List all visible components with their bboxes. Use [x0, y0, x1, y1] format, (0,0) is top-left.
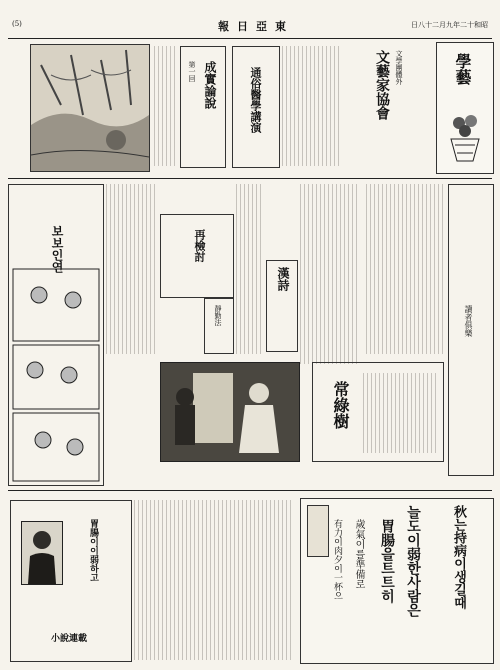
portrait-block: [10, 500, 132, 662]
ad-subline-3: 歲氣이를準備로: [353, 519, 364, 589]
newspaper-name: 報日亞東: [218, 20, 294, 33]
comic-strip: [8, 184, 104, 486]
landscape-drawing: [31, 45, 149, 171]
arts-section-logo: [436, 42, 494, 174]
body-text-block: [282, 46, 342, 166]
poem-title: 漢詩: [276, 267, 290, 291]
page-number: (5): [12, 20, 22, 28]
art-title-block: [350, 44, 430, 174]
flower-basket-icon: [445, 109, 485, 169]
section-rule: [8, 178, 492, 179]
portrait-photo: [21, 521, 63, 585]
sidebar-column: [448, 184, 494, 476]
logo-text: 學藝: [453, 53, 472, 85]
series-box: [180, 46, 226, 168]
small-box: [204, 298, 234, 354]
novel-title: 小說連載: [50, 634, 87, 644]
ad-subline-2: 胃腸을트트히: [379, 519, 395, 603]
body-text-block: [134, 500, 294, 660]
film-still-photo: [160, 362, 300, 462]
issue-date: 日八十二月九年二十和昭: [411, 21, 488, 29]
page-header: [8, 18, 492, 38]
sidebar-label: 讀者俱樂: [464, 305, 473, 337]
portrait-caption: 胃腸이이弱하고: [88, 519, 98, 582]
lecture-title: 通俗醫學講演: [249, 67, 262, 133]
film-still-image: [161, 363, 299, 461]
poem-box: [266, 260, 298, 352]
art-title: 文學團體外: [395, 50, 403, 85]
serial-text: [363, 373, 437, 453]
comic-title: 보보인연: [50, 225, 64, 273]
body-text-block: [154, 46, 178, 166]
body-text-block: [106, 184, 156, 354]
series-label: 第一回: [188, 61, 196, 82]
review-box: [160, 214, 234, 298]
ad-subline-4: 有力이肉夕이一杯으: [332, 519, 342, 600]
body-text-block: [236, 184, 262, 354]
header-rule: [8, 38, 492, 39]
review-title: 再檢討: [193, 229, 206, 262]
serial-box: [312, 362, 444, 462]
serial-title: 常綠樹: [331, 381, 350, 429]
portrait-image: [22, 522, 62, 584]
landscape-illustration: [30, 44, 150, 172]
section-rule: [8, 490, 492, 491]
art-subtitle: 文藝家協會: [374, 50, 390, 120]
ad-subline-1: 늘도이弱한사람은: [405, 505, 421, 617]
body-text-block: [366, 184, 444, 354]
body-text-block: [300, 184, 360, 364]
ad-headline: 秋는持病이생길때: [451, 505, 466, 609]
medicine-advertisement: [300, 498, 494, 664]
small-box-label: 靜勤法: [214, 305, 222, 326]
product-box: [307, 505, 329, 557]
series-title: 成實論說: [203, 61, 217, 109]
lecture-header-box: [232, 46, 280, 168]
